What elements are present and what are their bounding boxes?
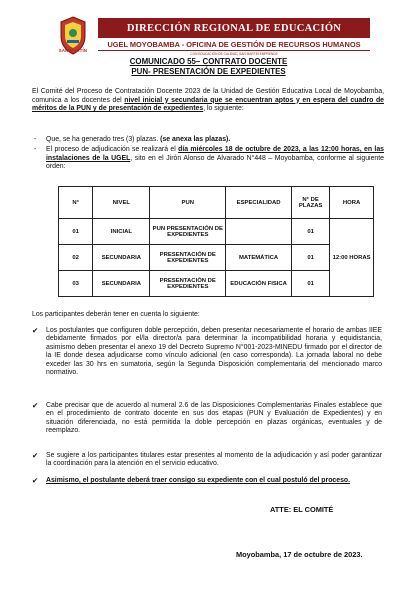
intro-text-bold: nivel inicial y secundaria que se encuentran aptos y en espera del cuadro de méritos de la PUN y de presentación de expedientes: [32, 96, 384, 113]
list-item: [32, 326, 382, 378]
cell-pun: PRESENTACIÓN DE EXPEDIENTES: [150, 245, 226, 271]
cell-number: 01: [59, 219, 93, 245]
list-item: [32, 476, 382, 485]
check-mark-icon: ✔: [32, 451, 39, 460]
list-item-text: Asimismo, el postulante deberá traer consigo su expediente con el cual postuló del proceso.: [46, 477, 351, 484]
cell-pun: PRESENTACIÓN DE EXPEDIENTES: [150, 271, 226, 297]
cell-number: 02: [59, 245, 93, 271]
cell-specialty: [226, 219, 292, 245]
check-mark-icon: ✔: [32, 326, 39, 335]
cell-specialty: MATEMÁTICA: [226, 245, 292, 271]
date-line: Moyobamba, 17 de octubre de 2023.: [236, 550, 363, 559]
cell-vacancies: 01: [292, 271, 330, 297]
signature: ATTE: EL COMITÉ: [270, 505, 334, 514]
table-row: [59, 271, 374, 297]
dash-item-text-2: , sito en el Jirón Alonso de Alvarado N°448 – Moyobamba, conforme al siguiente orden:: [46, 154, 384, 171]
communique-subtitle: PUN- PRESENTACIÓN DE EXPEDIENTES: [131, 67, 286, 76]
list-item: [32, 401, 382, 436]
table-row: [59, 219, 374, 245]
dash-marker: -: [34, 146, 37, 153]
check-mark-icon: ✔: [32, 401, 39, 410]
list-item: [32, 451, 382, 469]
dash-item-bold: día miércoles 18 de octubre de 2023, a las 12:00 horas, en las instalaciones de la UGEL: [46, 146, 384, 162]
cell-time: 12:00 HORAS: [330, 219, 374, 297]
intro-paragraph: [32, 88, 384, 114]
office-subtitle: UGEL MOYOBAMBA - OFICINA DE GESTIÓN DE RECURSOS HUMANOS: [107, 39, 361, 49]
col-header-number: N°: [59, 187, 93, 219]
logo-caption: SAN MARTÍN: [58, 48, 88, 53]
participants-note: Los participantes deberán tener en cuenta lo siguiente:: [32, 311, 200, 318]
vacancies-table: [58, 186, 374, 297]
table-header-row: [59, 187, 374, 219]
communique-title: COMUNICADO 55– CONTRATO DOCENTE: [129, 57, 288, 66]
col-header-specialty: ESPECIALIDAD: [226, 187, 292, 219]
cell-specialty: EDUCACIÓN FISICA: [226, 271, 292, 297]
intro-text-3: , lo siguiente:: [203, 105, 244, 113]
col-header-vacancies: N° DE PLAZAS: [292, 187, 330, 219]
cell-level: SECUNDARIA: [93, 271, 150, 297]
cell-pun: PUN PRESENTACIÓN DE EXPEDIENTES: [150, 219, 226, 245]
cell-level: INICIAL: [93, 219, 150, 245]
dash-marker: -: [34, 136, 37, 143]
col-header-level: NIVEL: [93, 187, 150, 219]
list-item-text: Los postulantes que configuren doble percepción, deben presentar necesariamente el horario de ambas IIEE debidamente firmados por el/la director/a para determinar la incompatibilidad horaria y equidistancia, asimismo deben presentar el anexo 19 del Decreto Supremo N°001-2023-MINEDU firmado por el director de la IE donde desea adjudicarse como vínculo adicional (en caso corresponda). La jornada laboral no debe exceder las 30 hrs en sumatoria, según la Segunda Disposición complementaria del mencionado marco normativo.: [46, 327, 382, 377]
header-divider: [98, 50, 370, 51]
cell-level: SECUNDARIA: [93, 245, 150, 271]
col-header-pun: PUN: [150, 187, 226, 219]
list-item-text: Se sugiere a los participantes titulares estar presentes al momento de la adjudicación y así poder garantizar la coordinación para la atención en el servicio educativo.: [46, 452, 382, 468]
check-mark-icon: ✔: [32, 476, 39, 485]
cell-vacancies: 01: [292, 219, 330, 245]
cell-vacancies: 01: [292, 245, 330, 271]
institution-banner: DIRECCIÓN REGIONAL DE EDUCACIÓN: [98, 18, 370, 38]
header-tagline: CON EDUCACIÓN DE CALIDAD, SAN MARTÍN EMPRENDE: [190, 52, 278, 56]
table-row: [59, 245, 374, 271]
cell-number: 03: [59, 271, 93, 297]
dash-item-text: El proceso de adjudicación se realizará el: [46, 146, 179, 153]
dash-item-text: Que, se ha generado tres (3) plazas.: [46, 136, 161, 143]
intro-text-1: El Comité del Proceso de Contratación Docente 2023 de la Unidad de Gestión Educativa Local de Moyobamba, comunica a los docentes del: [32, 88, 384, 104]
col-header-time: HORA: [330, 187, 374, 219]
dash-item-bold: (se anexa las plazas).: [160, 136, 231, 143]
list-item-text: Cabe precisar que de acuerdo al numeral 2.6 de las Disposiciones Complementarias Finales establece que en el procedimiento de contrato docente en sus dos etapas (PUN y Evaluación de Expedientes) y en situación diferenciada, no está permitida la doble percepción en plazas orgánicas, eventuales y de reemplazo.: [46, 402, 382, 435]
